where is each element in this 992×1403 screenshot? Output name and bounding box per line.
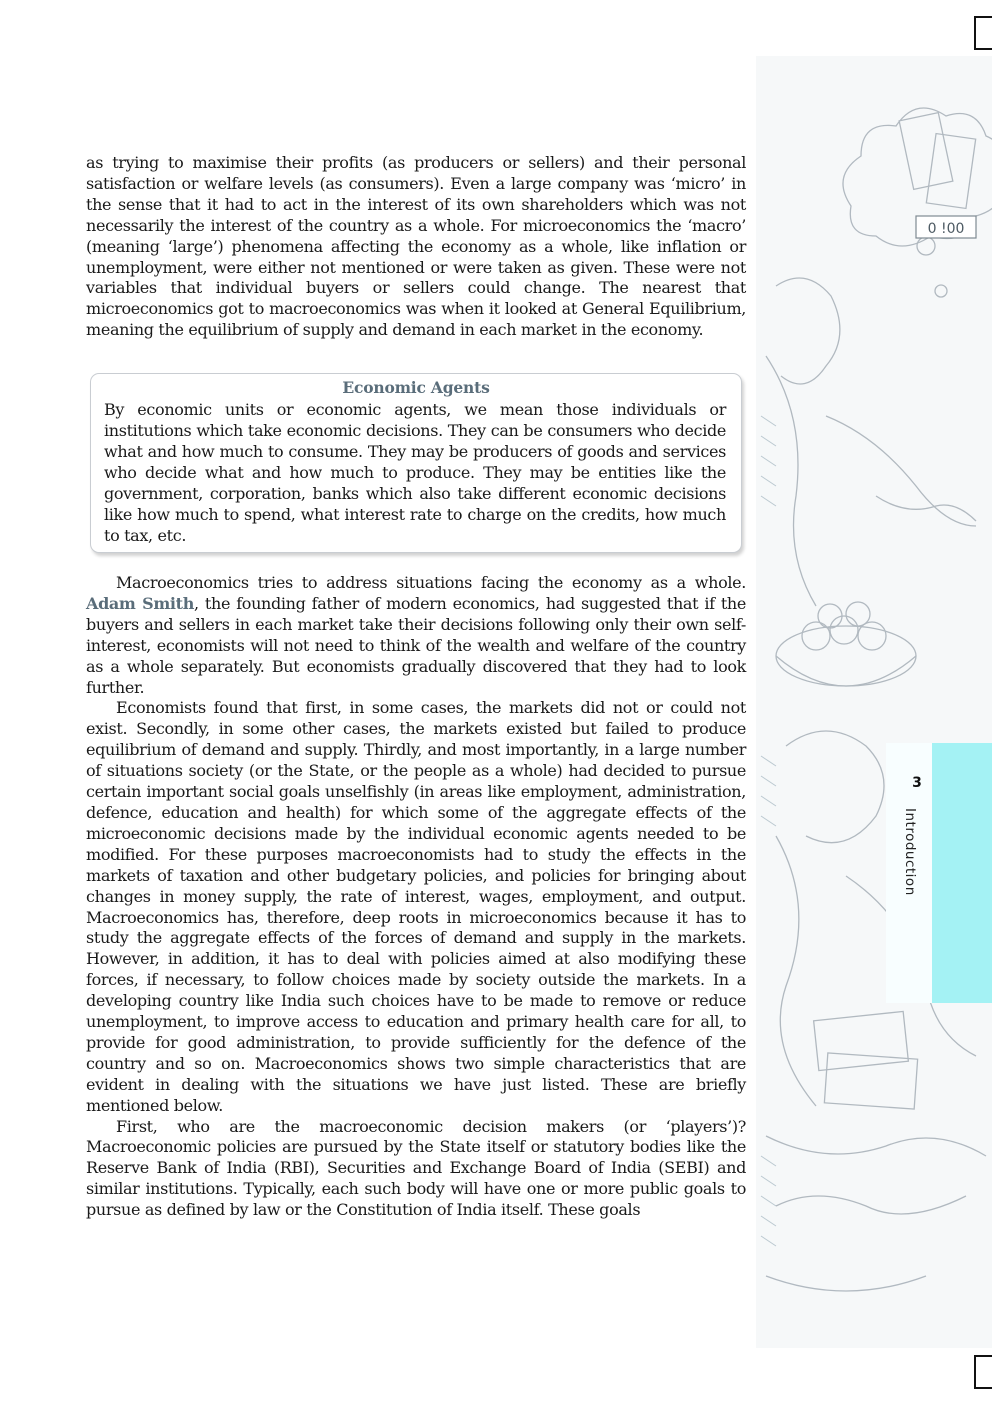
note-sketch-text: 0 !00 xyxy=(927,221,965,237)
crop-mark-top xyxy=(974,16,992,50)
box-title: Economic Agents xyxy=(342,378,490,397)
paragraph-intro: as trying to maximise their profits (as producers or sellers) and their personal satisfaction or welfare levels (as consumers). Even a large company was ‘micro’ in the sense that it had to act in the interest of its own shareholders which was not necessarily the interest of the country as a whole. For microeconomics the ‘macro’ (meaning ‘large’) phenomena affecting the economy as a whole, like inflation or unemployment, were either not mentioned or were taken as given. These were not variables that individual buyers or sellers could change. The nearest that microeconomics got to macroeconomics was when it looked at General Equilibrium, meaning the equilibrium of supply and demand in each market in the economy. xyxy=(86,153,746,340)
paragraph-economists: Economists found that first, in some cases, the markets did not or could not exist. Secondly, in some other cases, the markets existed but failed to produce equilibrium of demand and supply. Thirdly, and most importantly, in a large number of situations society (or the State, or the people as a whole) had decided to pursue certain important social goals unselfishly (in areas like employment, administration, defence, education and health) for which some of the aggregate effects of the microeconomic decisions made by the individual economic agents needed to be modified. For these purposes macroeconomists had to study the effects in the markets of taxation and other budgetary policies, and policies for bringing about changes in money supply, the rate of interest, wages, employment, and output. Macroeconomics has, therefore, deep roots in microeconomics because it has to study the aggregate effects of the forces of demand and supply in the markets. However, in addition, it has to deal with policies aimed at also modifying these forces, if necessary, to follow choices made by society outside the markets. In a developing country like India such choices have to be made to remove or reduce unemployment, to improve access to education and primary health care for all, to provide for good administration, to provide sufficiently for the defence of the country and so on. Macroeconomics shows two simple characteristics that are evident in dealing with the situations we have just listed. These are briefly mentioned below. xyxy=(86,698,746,1115)
chapter-label: Introduction xyxy=(902,808,918,896)
economic-agents-box xyxy=(90,373,742,553)
box-body: By economic units or economic agents, we mean those individuals or institutions which take economic decisions. They can be consumers who decide what and how much to consume. They may be producers of goods and services who decide what and how much to produce. They may be entities like the government, corporation, banks which also take different economic decisions like how much to spend, what interest rate to charge on the credits, how much to tax, etc. xyxy=(104,400,726,545)
text-block-intro xyxy=(86,153,746,341)
macro-lead-text: Macroeconomics tries to address situations facing the economy as a whole. xyxy=(116,573,746,592)
crop-mark-bottom xyxy=(974,1355,992,1389)
sketch-artwork xyxy=(756,56,992,1348)
paragraph-macroeconomics xyxy=(86,573,746,698)
page-number: 3 xyxy=(912,775,922,791)
adam-smith-name: Adam Smith xyxy=(86,593,194,613)
paragraph-first: First, who are the macroeconomic decision makers (or ‘players’)? Macroeconomic policies are pursued by the State itself or statutory bodies like the Reserve Bank of India (RBI), Securities and Exchange Board of India (SEBI) and similar institutions. Typically, each such body will have one or more public goals to pursue as defined by law or the Constitution of India itself. These goals xyxy=(86,1116,746,1220)
text-block-main xyxy=(86,573,746,1221)
macro-rest-text: , the founding father of modern economics, had suggested that if the buyers and sellers in each market take their decisions following only their own self-interest, economists will not need to think of the wealth and welfare of the country as a whole separately. But economists gradually discovered that they had to look further. xyxy=(86,593,746,697)
sidebar-illustration xyxy=(756,56,992,1348)
